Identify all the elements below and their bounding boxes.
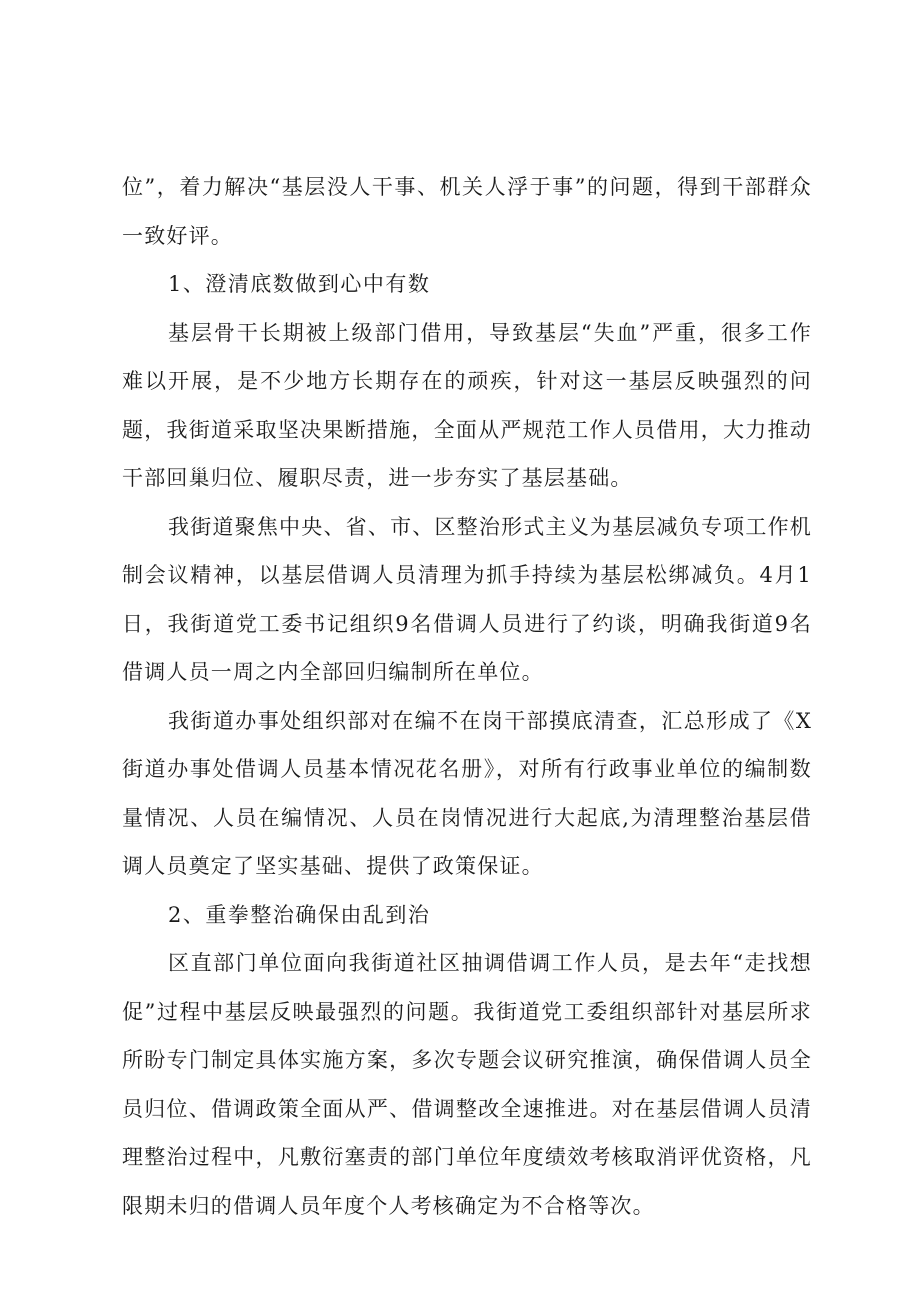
- section-heading-2: 2、重拳整治确保由乱到治: [168, 902, 431, 927]
- body-paragraph-4: 区直部门单位面向我街道社区抽调借调工作人员，是去年“走找想促”过程中基层反映最强烈的问题。我街道党工委组织部针对基层所求所盼专门制定具体实施方案，多次专题会议研究推演，确保借调人员全员归位、借调政策全面从严、借调整改全速推进。对在基层借调人员清理整治过程中，凡敷衍塞责的部门单位年度绩效考核取消评优资格，凡限期未归的借调人员年度个人考核确定为不合格等次。: [122, 951, 812, 1218]
- body-paragraph-3: 我街道办事处组织部对在编不在岗干部摸底清查，汇总形成了《X街道办事处借调人员基本情况花名册》，对所有行政事业单位的编制数量情况、人员在编情况、人员在岗情况进行大起底,为清理整治基层借调人员奠定了坚实基础、提供了政策保证。: [122, 708, 812, 878]
- continuation-paragraph: 位”，着力解决“基层没人干事、机关人浮于事”的问题，得到干部群众一致好评。: [122, 175, 812, 248]
- document-body: [122, 163, 812, 1230]
- body-paragraph-1: 基层骨干长期被上级部门借用，导致基层“失血”严重，很多工作难以开展，是不少地方长期存在的顽疾，针对这一基层反映强烈的问题，我街道采取坚决果断措施，全面从严规范工作人员借用，大力推动干部回巢归位、履职尽责，进一步夯实了基层基础。: [122, 320, 812, 490]
- section-heading-1: 1、澄清底数做到心中有数: [168, 272, 431, 296]
- body-paragraph-2: 我街道聚焦中央、省、市、区整治形式主义为基层减负专项工作机制会议精神，以基层借调人员清理为抓手持续为基层松绑减负。4月1日，我街道党工委书记组织9名借调人员进行了约谈，明确我街道9名借调人员一周之内全部回归编制所在单位。: [122, 514, 812, 684]
